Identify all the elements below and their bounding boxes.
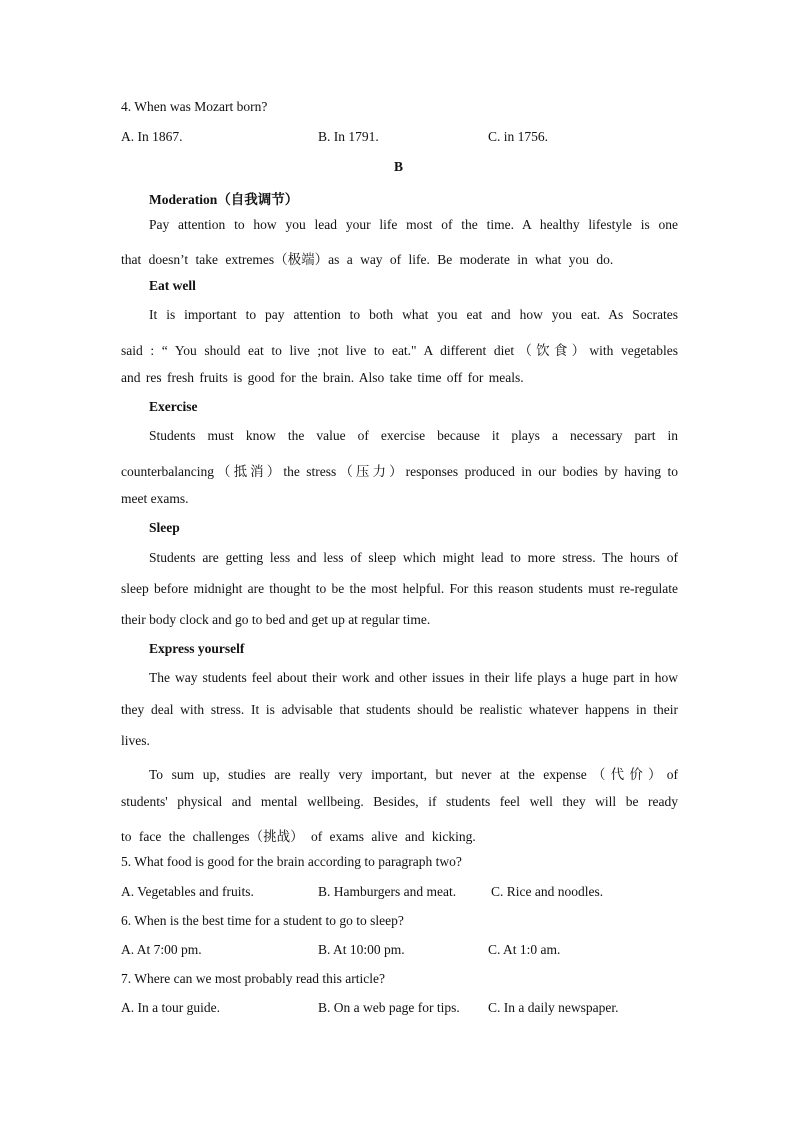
heading-express-yourself: Express yourself bbox=[149, 641, 245, 656]
moderation-line-2: that doesn’t take extremes（极端）as a way of life. Be moderate in what you do. bbox=[121, 252, 614, 267]
sleep-line-3: their body clock and go to bed and get up at regular time. bbox=[121, 612, 431, 627]
eat-well-line-3: and res fresh fruits is good for the brain. Also take time off for meals. bbox=[121, 370, 524, 385]
eat-well-line-2: said : “ You should eat to live ;not live to eat." A different diet（饮食）with vegetables bbox=[121, 343, 678, 358]
eat-well-line-1: It is important to pay attention to both what you eat and how you eat. As Socrates bbox=[149, 307, 678, 322]
sleep-line-2: sleep before midnight are thought to be the most helpful. For this reason students must re-regulate bbox=[121, 581, 678, 596]
q5-option-b: B. Hamburgers and meat. bbox=[318, 884, 457, 899]
q7-option-b: B. On a web page for tips. bbox=[318, 1000, 460, 1015]
heading-exercise: Exercise bbox=[149, 399, 198, 414]
question-6: 6. When is the best time for a student to go to sleep? bbox=[121, 913, 404, 928]
sleep-line-1: Students are getting less and less of sleep which might lead to more stress. The hours of bbox=[149, 550, 678, 565]
q6-option-a: A. At 7:00 pm. bbox=[121, 942, 202, 957]
express-line-1: The way students feel about their work and other issues in their life plays a huge part in how bbox=[149, 670, 678, 685]
q7-option-a: A. In a tour guide. bbox=[121, 1000, 220, 1015]
exercise-line-3: meet exams. bbox=[121, 491, 189, 506]
q4-option-a: A. In 1867. bbox=[121, 129, 183, 144]
summary-line-3: to face the challenges（挑战） of exams alive and kicking. bbox=[121, 829, 476, 844]
q6-option-c: C. At 1:0 am. bbox=[488, 942, 561, 957]
express-line-2: they deal with stress. It is advisable that students should be realistic whatever happens in their bbox=[121, 702, 678, 717]
heading-eat-well: Eat well bbox=[149, 278, 196, 293]
q4-option-c: C. in 1756. bbox=[488, 129, 549, 144]
heading-moderation: Moderation（自我调节） bbox=[149, 192, 299, 207]
q4-option-b: B. In 1791. bbox=[318, 129, 379, 144]
q7-option-c: C. In a daily newspaper. bbox=[488, 1000, 619, 1015]
section-label: B bbox=[394, 159, 404, 174]
question-7: 7. Where can we most probably read this article? bbox=[121, 971, 386, 986]
moderation-line-1: Pay attention to how you lead your life most of the time. A healthy lifestyle is one bbox=[149, 217, 678, 232]
exercise-line-2: counterbalancing（抵消）the stress（压力）responses produced in our bodies by having to bbox=[121, 464, 678, 479]
question-5: 5. What food is good for the brain according to paragraph two? bbox=[121, 854, 462, 869]
question-4: 4. When was Mozart born? bbox=[121, 99, 268, 114]
exercise-line-1: Students must know the value of exercise because it plays a necessary part in bbox=[149, 428, 678, 443]
express-line-3: lives. bbox=[121, 733, 150, 748]
q5-option-c: C. Rice and noodles. bbox=[491, 884, 604, 899]
summary-line-2: students' physical and mental wellbeing. Besides, if students feel well they will be ready bbox=[121, 794, 678, 809]
heading-sleep: Sleep bbox=[149, 520, 180, 535]
summary-line-1: To sum up, studies are really very important, but never at the expense（代价）of bbox=[149, 767, 678, 782]
q5-option-a: A. Vegetables and fruits. bbox=[121, 884, 254, 899]
q6-option-b: B. At 10:00 pm. bbox=[318, 942, 405, 957]
